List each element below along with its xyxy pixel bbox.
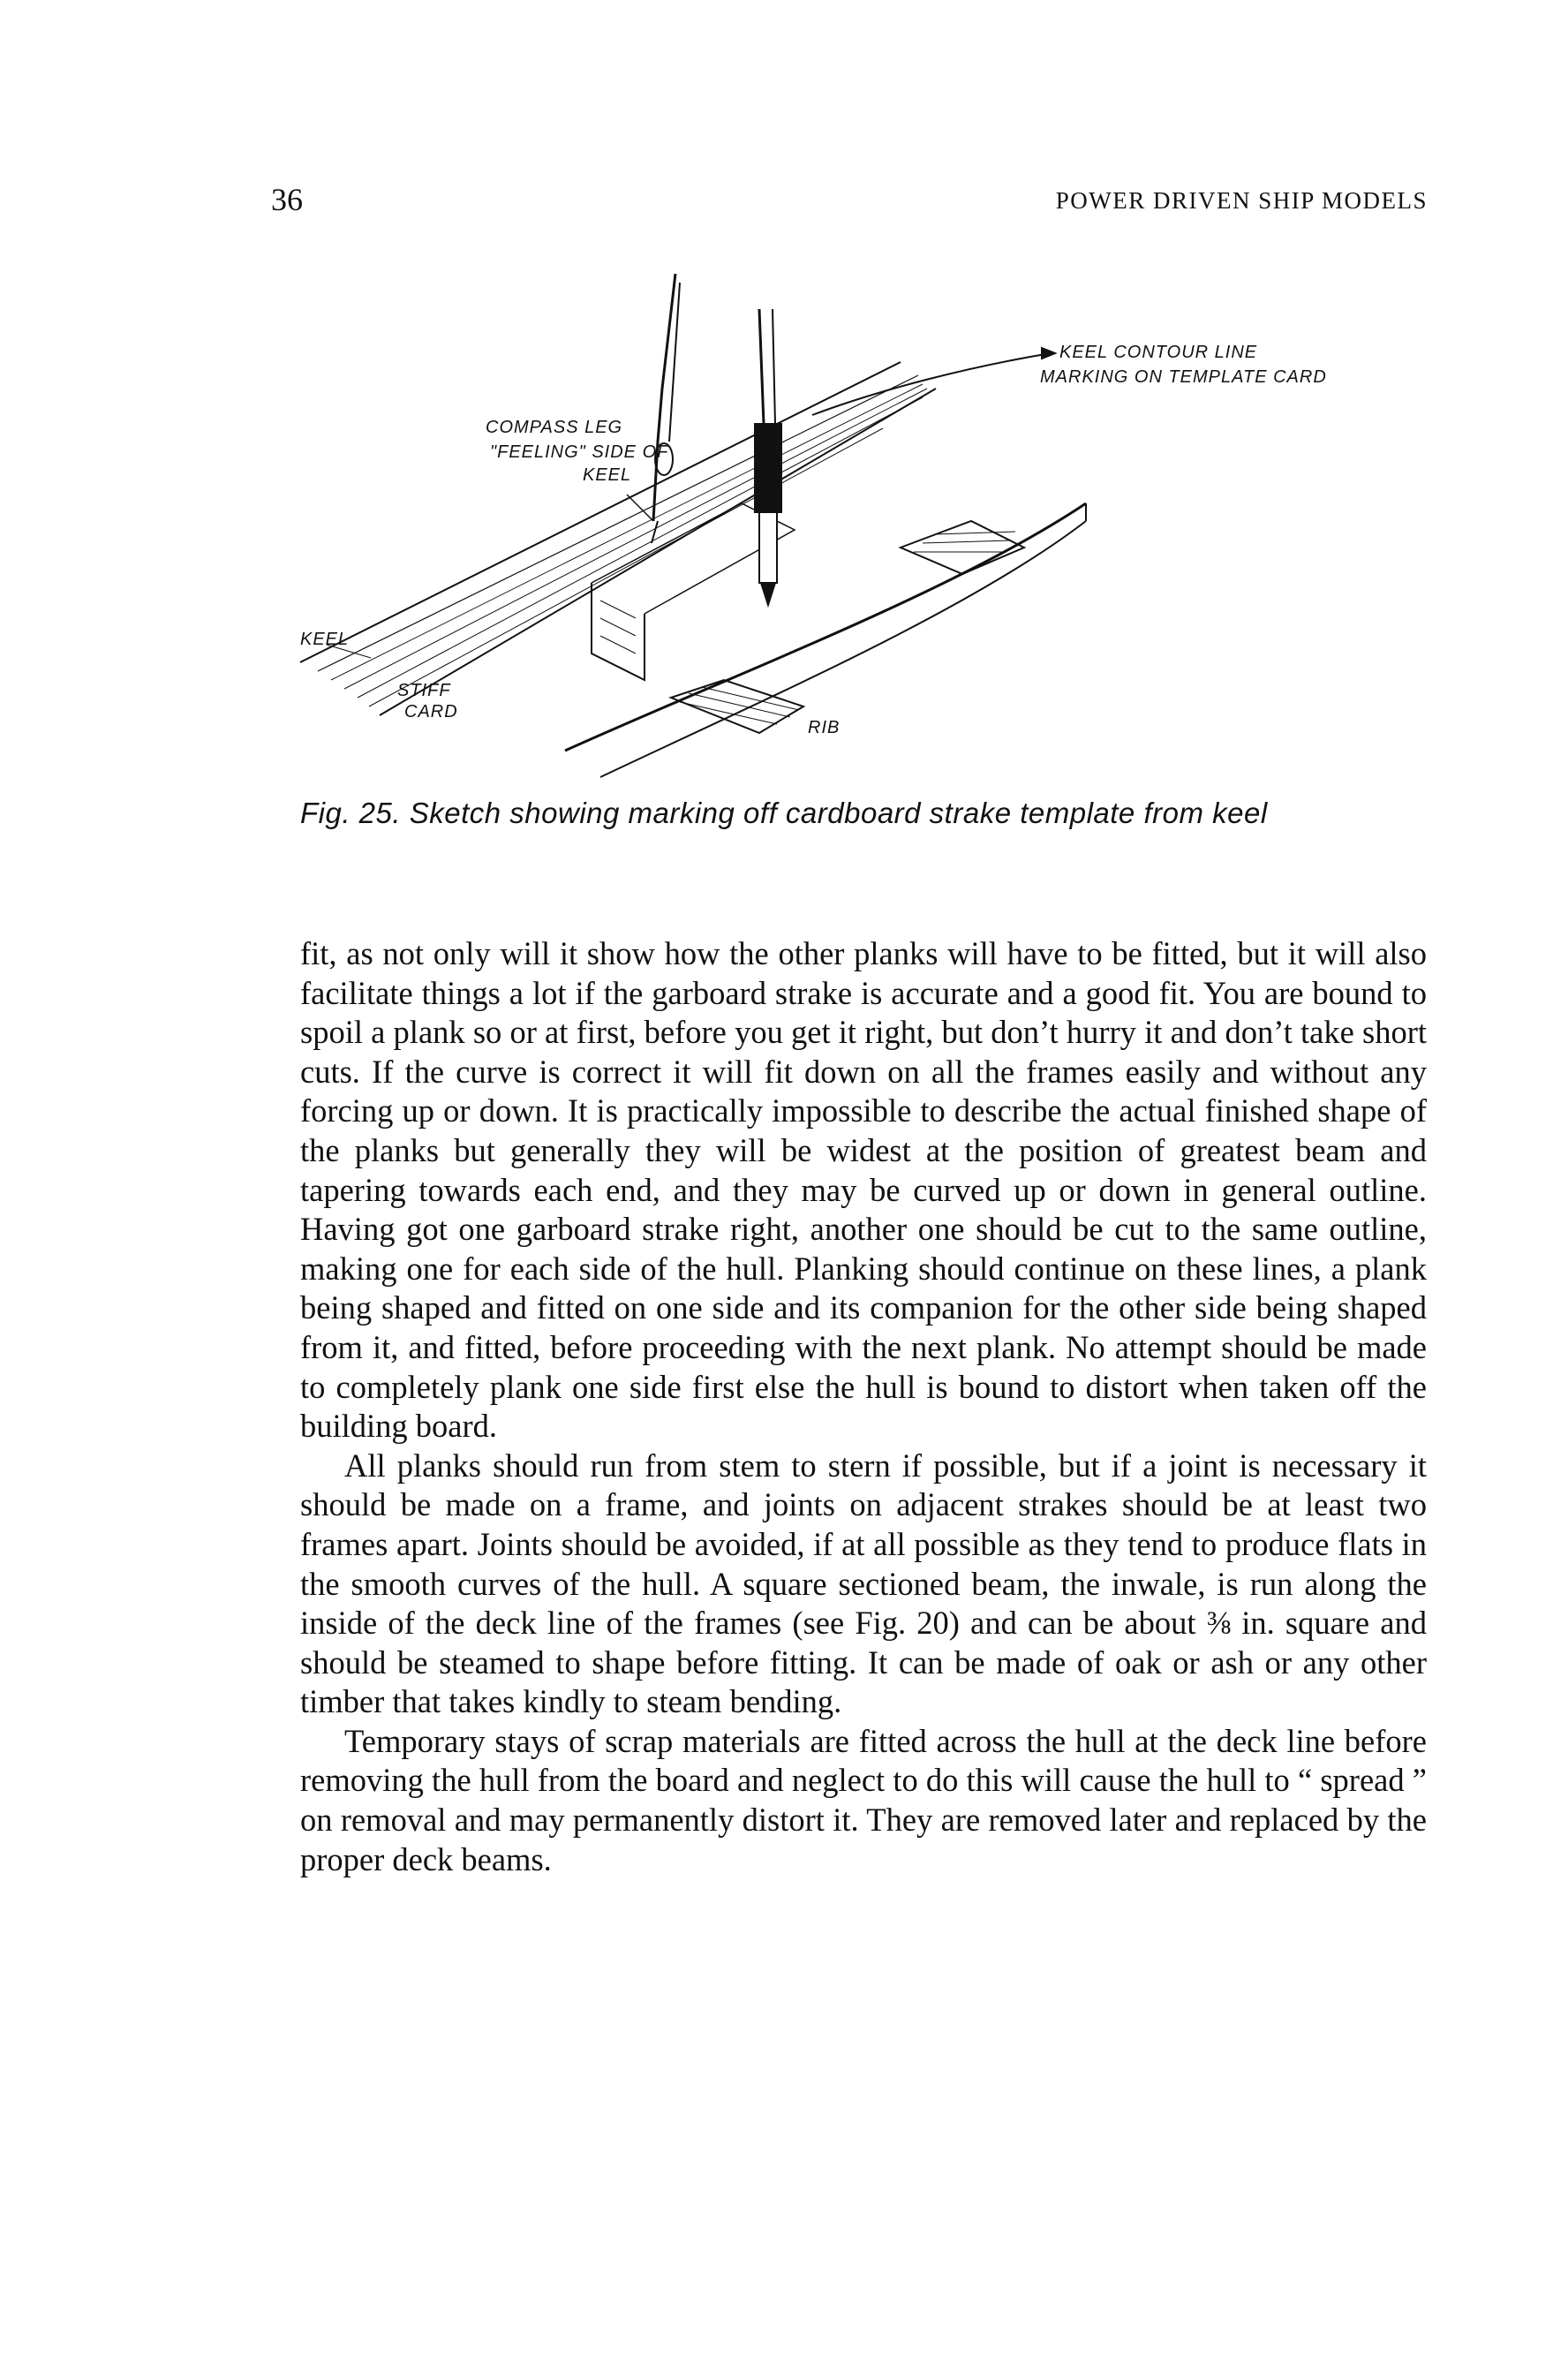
label-keel: KEEL xyxy=(300,630,350,649)
paragraph: Temporary stays of scrap materials are fitted across the hull at the deck line before removing the hull from the board and neglect to do this will cause the hull to “ spread ” on removal and may permanently distort it. They are removed later and replaced by the proper deck beams. xyxy=(300,1722,1427,1877)
label-compass-leg: COMPASS LEG xyxy=(486,418,623,437)
label-keel-contour-line: KEEL CONTOUR LINE xyxy=(1059,343,1258,362)
running-head: POWER DRIVEN SHIP MODELS xyxy=(1055,187,1428,214)
paragraph: fit, as not only will it show how the other planks will have to be fitted, but it will also facilitate things a lot if the garboard strake is accurate and a good fit. You are bound to spoil a plank so or at first, before you get it right, but don’t hurry it and don’t take short cuts. If the curve is correct it will fit down on all the frames easily and without any forcing up or down. It is practically impossible to describe the actual finished shape of the planks but generally they will be widest at the position of greatest beam and tapering towards each end, and they may be curved up or down in general outline. Having got one garboard strake right, another one should be cut to the same outline, making one for each side of the hull. Planking should continue on these lines, a plank being shaped and fitted on one side and its companion for the other side being shaped from it, and fitted, before proceeding with the next plank. No attempt should be made to completely plank one side first else the hull is bound to distort when taken off the building board. xyxy=(300,935,1427,1445)
label-feeling-side: "FEELING" SIDE OF xyxy=(490,442,669,462)
figure-caption: Fig. 25. Sketch showing marking off cardboard strake template from keel xyxy=(300,797,1268,829)
label-card: CARD xyxy=(404,702,458,721)
page-number: 36 xyxy=(271,182,303,217)
label-rib: RIB xyxy=(808,718,841,737)
figure-keel-sketch xyxy=(265,256,1430,812)
body-text xyxy=(300,934,1427,1879)
keel-sketch-drawing xyxy=(265,256,1430,812)
label-marking-template-card: MARKING ON TEMPLATE CARD xyxy=(1040,367,1327,387)
paragraph: All planks should run from stem to stern if possible, but if a joint is necessary it should be made on a frame, and joints on adjacent strakes should be at least two frames apart. Joints should be avoided, if at all possible as they tend to produce flats in the smooth curves of the hull. A square sectioned beam, the inwale, is run along the inside of the deck line of the frames (see Fig. 20) and can be about ⅜ in. square and should be steamed to shape before fitting. It can be made of oak or ash or any other timber that takes kindly to steam bending. xyxy=(300,1447,1427,1720)
label-keel-top: KEEL xyxy=(583,465,632,485)
label-stiff: STIFF xyxy=(397,681,451,700)
